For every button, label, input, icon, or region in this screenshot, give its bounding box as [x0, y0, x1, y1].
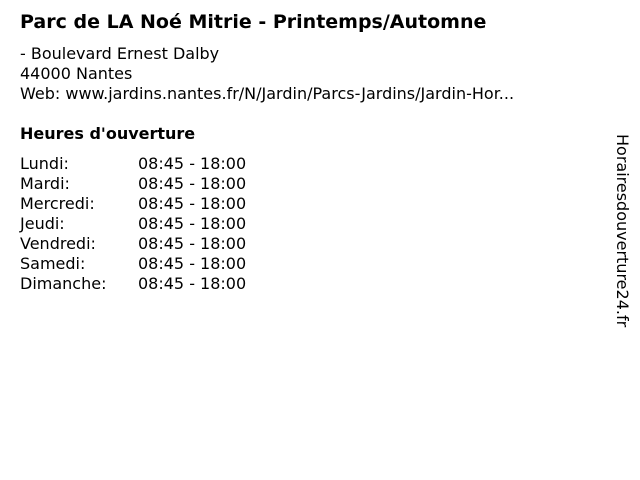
- page-title: Parc de LA Noé Mitrie - Printemps/Automne: [20, 11, 487, 33]
- time-range: 08:45 - 18:00: [138, 234, 247, 253]
- hours-row-saturday: [20, 254, 278, 274]
- hours-row-thursday: [20, 214, 278, 234]
- address-city: 44000 Nantes: [20, 64, 133, 83]
- address-block: [20, 44, 514, 104]
- website-link[interactable]: Web: www.jardins.nantes.fr/N/Jardin/Parcs-Jardins/Jardin-Hor...: [20, 84, 515, 103]
- time-range: 08:45 - 18:00: [138, 274, 247, 293]
- day-label: Dimanche:: [20, 274, 107, 293]
- hours-row-sunday: [20, 274, 278, 294]
- day-label: Vendredi:: [20, 234, 96, 253]
- time-range: 08:45 - 18:00: [138, 214, 247, 233]
- time-range: 08:45 - 18:00: [138, 174, 247, 193]
- day-label: Mardi:: [20, 174, 70, 193]
- hours-table: [20, 154, 278, 294]
- brand-watermark: Horairesdouverture24.fr: [613, 134, 632, 328]
- hours-row-friday: [20, 234, 278, 254]
- hours-heading: Heures d'ouverture: [20, 124, 196, 143]
- hours-row-monday: [20, 154, 278, 174]
- time-range: 08:45 - 18:00: [138, 254, 247, 273]
- hours-row-tuesday: [20, 174, 278, 194]
- day-label: Mercredi:: [20, 194, 95, 213]
- time-range: 08:45 - 18:00: [138, 154, 247, 173]
- day-label: Lundi:: [20, 154, 69, 173]
- time-range: 08:45 - 18:00: [138, 194, 247, 213]
- address-street: - Boulevard Ernest Dalby: [20, 44, 220, 63]
- day-label: Jeudi:: [20, 214, 65, 233]
- day-label: Samedi:: [20, 254, 86, 273]
- hours-row-wednesday: [20, 194, 278, 214]
